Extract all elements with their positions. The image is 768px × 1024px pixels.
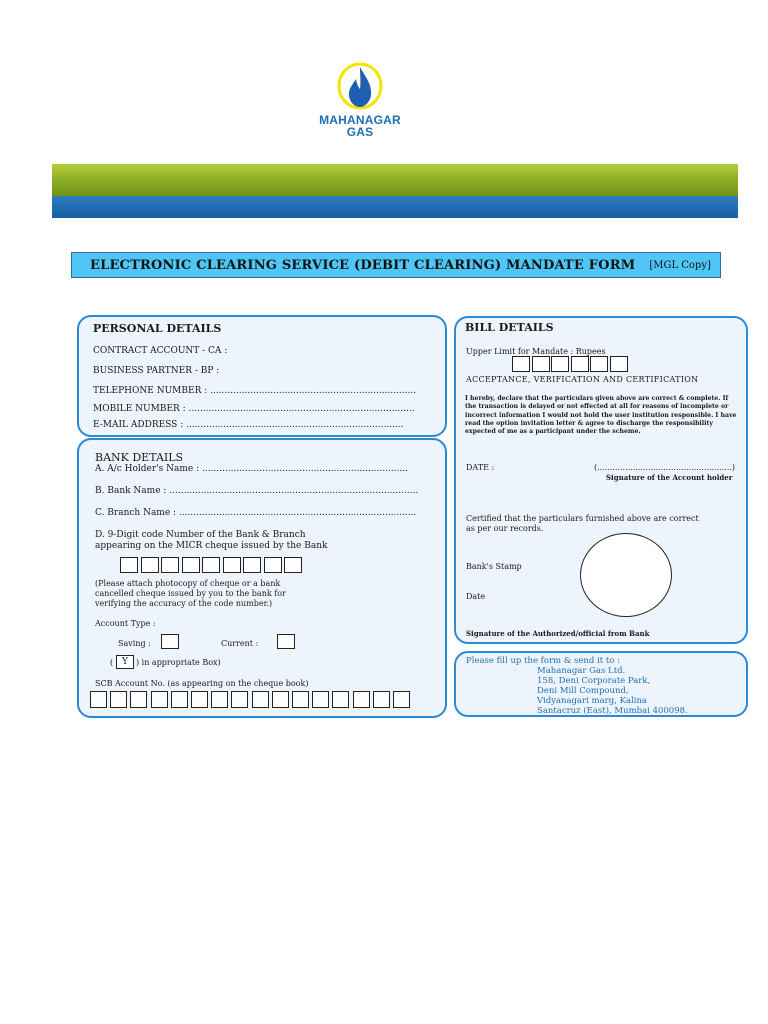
send-instruction: Please fill up the form & send it to : — [466, 656, 620, 666]
account-digit-box[interactable] — [130, 691, 147, 708]
address-line2: 158, Deni Corporate Park, — [537, 676, 651, 686]
account-digit-box[interactable] — [353, 691, 370, 708]
micr-digit-box[interactable] — [284, 557, 302, 573]
tick-example-box: Y — [116, 655, 134, 669]
address-line3: Deni Mill Compound, — [537, 686, 629, 696]
form-title: ELECTRONIC CLEARING SERVICE (DEBIT CLEARING) MANDATE FORM — [90, 257, 636, 273]
signature-line[interactable]: (.....................................................) — [594, 463, 736, 472]
bank-stamp-circle — [580, 533, 672, 617]
micr-label-line1: D. 9-Digit code Number of the Bank & Branch — [95, 530, 306, 540]
micr-digit-box[interactable] — [223, 557, 241, 573]
account-digit-box[interactable] — [393, 691, 410, 708]
bank-details-panel — [77, 438, 447, 718]
account-digit-box[interactable] — [110, 691, 127, 708]
micr-digit-box[interactable] — [182, 557, 200, 573]
tick-instruction-open: ( — [110, 658, 114, 667]
bank-name-field[interactable]: B. Bank Name : ....................................................................................... — [95, 486, 419, 496]
bank-date-label: Date — [466, 592, 486, 601]
signature-caption: Signature of the Account holder — [606, 473, 733, 482]
cheque-note-line3: verifying the accuracy of the code number.) — [95, 599, 273, 608]
micr-digit-box[interactable] — [120, 557, 138, 573]
micr-digit-box[interactable] — [202, 557, 220, 573]
account-digit-box[interactable] — [90, 691, 107, 708]
contract-account-field[interactable]: CONTRACT ACCOUNT - CA : — [93, 346, 228, 356]
form-title-box — [71, 252, 721, 278]
authorized-signature-label: Signature of the Authorized/official from Bank — [466, 629, 650, 638]
branch-name-field[interactable]: C. Branch Name : ................................................................................... — [95, 508, 417, 518]
current-checkbox[interactable] — [277, 634, 295, 649]
limit-digit-box[interactable] — [532, 356, 550, 372]
green-banner — [52, 164, 738, 196]
account-digit-box[interactable] — [211, 691, 228, 708]
account-digit-box[interactable] — [312, 691, 329, 708]
limit-digit-box[interactable] — [571, 356, 589, 372]
logo-text-line1: MAHANAGAR — [319, 113, 401, 127]
account-type-label: Account Type : — [95, 619, 156, 628]
micr-digit-box[interactable] — [161, 557, 179, 573]
account-digit-box[interactable] — [292, 691, 309, 708]
telephone-field[interactable]: TELEPHONE NUMBER : ........................................................................ — [93, 386, 417, 396]
account-digit-box[interactable] — [171, 691, 188, 708]
logo-text-line2: GAS — [346, 125, 374, 139]
address-line5: Santacruz (East), Mumbai 400098. — [537, 706, 688, 716]
micr-digit-box[interactable] — [264, 557, 282, 573]
tick-instruction: ) in appropriate Box) — [136, 658, 221, 667]
saving-label: Saving : — [118, 639, 151, 648]
mobile-field[interactable]: MOBILE NUMBER : ............................................................................... — [93, 404, 415, 414]
account-digit-box[interactable] — [332, 691, 349, 708]
certified-line1: Certified that the particulars furnished above are correct — [466, 514, 699, 523]
date-label: DATE : — [466, 463, 495, 472]
micr-label-line2: appearing on the MICR cheque issued by the Bank — [95, 541, 328, 551]
account-holder-field[interactable]: A. A/c Holder's Name : ........................................................................ — [95, 464, 408, 474]
bank-stamp-label: Bank's Stamp — [466, 562, 522, 571]
scb-account-label: SCB Account No. (as appearing on the cheque book) — [95, 679, 309, 688]
blue-banner — [52, 196, 738, 218]
cheque-note-line2: cancelled cheque issued by you to the bank for — [95, 589, 286, 598]
personal-details-heading: PERSONAL DETAILS — [93, 322, 222, 335]
declaration-text: I hereby, declare that the particulars given above are correct & complete. If the transaction is delayed or not effected at all for reasons of incomplete or incorrect information I would not hold the user institution responsible. I have read the option invitation letter & agree to discharge the responsibility expected of me as a participant under the scheme. — [465, 395, 737, 436]
address-line4: Vidyanagari marg, Kalina — [537, 696, 647, 706]
certified-line2: as per our records. — [466, 524, 544, 533]
address-line1: Mahanagar Gas Ltd. — [537, 666, 626, 676]
limit-digit-box[interactable] — [590, 356, 608, 372]
micr-digit-box[interactable] — [243, 557, 261, 573]
bill-details-heading: BILL DETAILS — [465, 321, 554, 334]
limit-digit-box[interactable] — [512, 356, 530, 372]
account-digit-box[interactable] — [151, 691, 168, 708]
account-digit-box[interactable] — [272, 691, 289, 708]
saving-checkbox[interactable] — [161, 634, 179, 649]
account-digit-box[interactable] — [191, 691, 208, 708]
account-digit-box[interactable] — [252, 691, 269, 708]
account-digit-box[interactable] — [231, 691, 248, 708]
business-partner-field[interactable]: BUSINESS PARTNER - BP : — [93, 366, 220, 376]
limit-digit-box[interactable] — [551, 356, 569, 372]
account-digit-box[interactable] — [373, 691, 390, 708]
copy-label: [MGL Copy] — [649, 259, 711, 271]
mahanagar-gas-logo — [318, 62, 402, 142]
micr-digit-box[interactable] — [141, 557, 159, 573]
flame-icon — [336, 62, 384, 114]
bank-details-heading: BANK DETAILS — [95, 451, 184, 464]
current-label: Current : — [221, 639, 259, 648]
limit-digit-box[interactable] — [610, 356, 628, 372]
email-field[interactable]: E-MAIL ADDRESS : ............................................................................ — [93, 420, 404, 430]
cheque-note-line1: (Please attach photocopy of cheque or a bank — [95, 579, 281, 588]
acceptance-heading: ACCEPTANCE, VERIFICATION AND CERTIFICATION — [466, 375, 699, 384]
upper-limit-label: Upper Limit for Mandate : Rupees — [466, 347, 606, 356]
